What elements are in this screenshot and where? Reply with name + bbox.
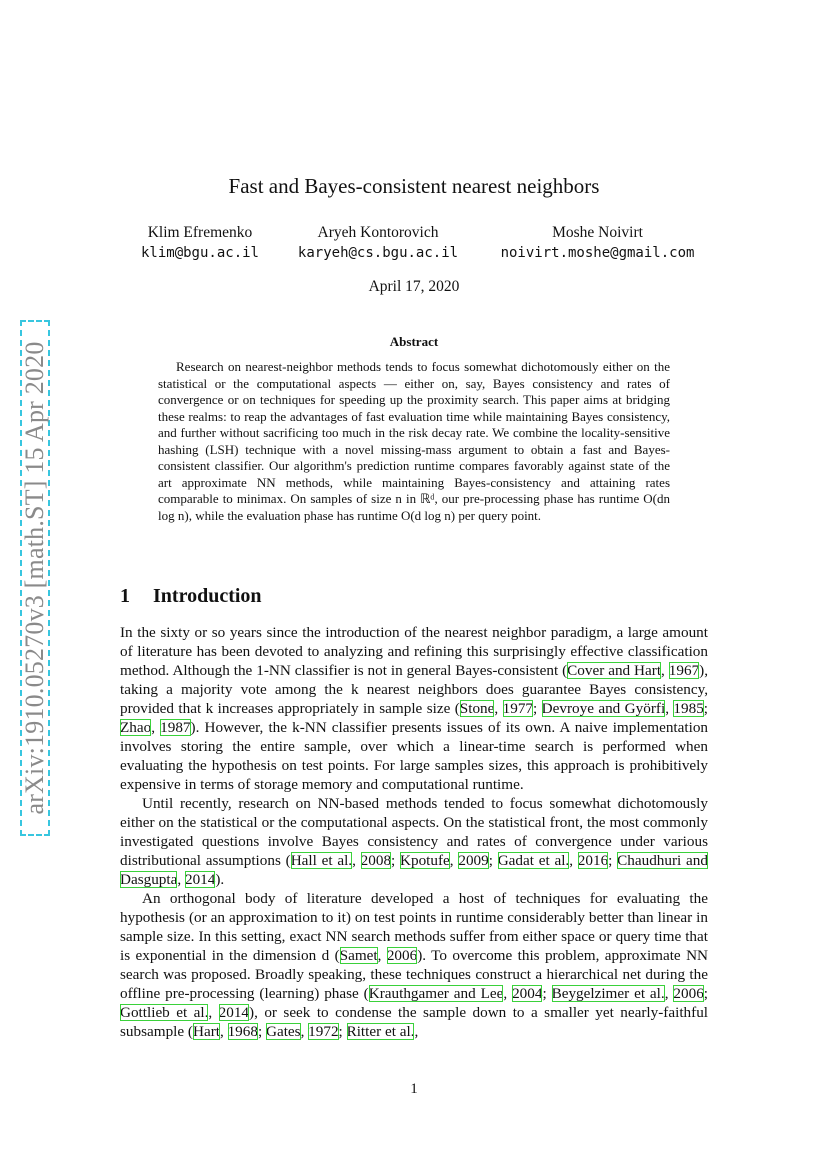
citation-link[interactable]: Krauthgamer and Lee	[368, 985, 504, 1002]
citation-link[interactable]: Hall et al.	[290, 852, 353, 869]
arxiv-stamp[interactable]	[20, 320, 54, 840]
paragraph-2: Until recently, research on NN-based methods tended to focus somewhat dichotomously either on the statistical or the computational aspects. On the statistical front, the most commonly investigated questions involve Bayes consistency and rates of convergence under various distributional assumptions (Hall et al., 2008; Kpotufe, 2009; Gadat et al., 2016; Chaudhuri and Dasgupta, 2014).	[120, 795, 708, 888]
citation-link[interactable]: 2014	[184, 871, 216, 888]
page-number: 1	[410, 1081, 418, 1097]
author-2	[288, 223, 468, 263]
abstract-text: Research on nearest-neighbor methods tends to focus somewhat dichotomously either on the statistical or the computational aspects — either on, say, Bayes consistency and rates of convergence or on techniques for speeding up the proximity search. This paper aims at bridging these realms: to reap the advantages of fast evaluation time while maintaining Bayes consistency, and further without sacrificing too much in the risk decay rate. We combine the locality-sensitive hashing (LSH) technique with a novel missing-mass argument to obtain a fast and Bayes-consistent classifier. Our algorithm's prediction runtime compares favorably against state of the art approximate NN methods, while maintaining Bayes-consistency and attaining rates comparable to minimax. On samples of size n in ℝᵈ, our pre-processing phase has runtime O(dn log n), while the evaluation phase has runtime O(d log n) per query point.	[158, 359, 670, 523]
citation-link[interactable]: Devroye and Györfi	[541, 700, 666, 717]
citation-link[interactable]: 1985	[673, 700, 704, 717]
citation-link[interactable]: Cover and Hart	[567, 662, 662, 679]
paragraph-3: An orthogonal body of literature developed a host of techniques for evaluating the hypothesis (or an approximation to it) on test points in runtime considerably better than linear in sample size. In this setting, exact NN search methods suffer from either space or query time that is exponential in the dimension d (Samet, 2006). To overcome this problem, approximate NN search was proposed. Broadly speaking, these techniques construct a hierarchical net during the offline pre-processing (learning) phase (Krauthgamer and Lee, 2004; Beygelzimer et al., 2006; Gottlieb et al., 2014), or seek to condense the sample down to a smaller yet nearly-faithful subsample (Hart, 1968; Gates, 1972; Ritter et al.,	[120, 890, 709, 1040]
citation-link[interactable]: 1977	[502, 700, 533, 717]
citation-link[interactable]: 2008	[360, 852, 392, 869]
abstract-heading: Abstract	[389, 334, 439, 349]
citation-link[interactable]: Hart	[192, 1023, 220, 1040]
citation-link[interactable]: Beygelzimer et al.	[551, 985, 665, 1002]
author-3	[485, 223, 710, 263]
citation-link[interactable]: Samet	[339, 947, 378, 964]
author-1	[120, 223, 280, 263]
citation-link[interactable]: 1987	[160, 719, 191, 736]
author-list	[120, 223, 710, 273]
citation-link[interactable]: Gadat et al.	[497, 852, 570, 869]
citation-link[interactable]: Ritter et al.	[346, 1023, 415, 1040]
citation-link[interactable]: 2014	[218, 1004, 250, 1021]
citation-link[interactable]: 2016	[577, 852, 609, 869]
paper-title: Fast and Bayes-consistent nearest neighbors	[228, 174, 600, 198]
citation-link[interactable]: Kpotufe	[400, 852, 450, 869]
paragraph-1: In the sixty or so years since the introduction of the nearest neighbor paradigm, a large amount of literature has been devoted to analyzing and refining this surprisingly effective classification method. Although the 1-NN classifier is not in general Bayes-consistent (Cover and Hart, 1967), taking a majority vote among the k nearest neighbors does guarantee Bayes consistency, provided that k increases appropriately in sample size (Stone, 1977; Devroye and Györfi, 1985; Zhao, 1987). However, the k-NN classifier presents issues of its own. A naive implementation involves storing the entire sample, over which a linear-time search is performed when evaluating the hypothesis on test points. For large samples sizes, this approach is prohibitively expensive in terms of storage memory and computational runtime.	[120, 624, 709, 793]
citation-link[interactable]: Zhao	[120, 719, 152, 736]
section-heading	[120, 585, 262, 608]
citation-link[interactable]: Gottlieb et al.	[120, 1004, 209, 1021]
citation-link[interactable]: 2006	[673, 985, 704, 1002]
author-email: noivirt.moshe@gmail.com	[500, 245, 695, 261]
citation-link[interactable]: Chaudhuri and Dasgupta	[120, 852, 708, 888]
citation-link[interactable]: 2009	[458, 852, 489, 869]
introduction-body	[120, 623, 708, 1041]
author-name: Aryeh Kontorovich	[317, 224, 439, 241]
citation-link[interactable]: 1968	[227, 1023, 258, 1040]
citation-link[interactable]: 2004	[512, 985, 543, 1002]
section-number: 1	[120, 585, 130, 607]
arxiv-id[interactable]: arXiv:1910.05270v3 [math.ST] 15 Apr 2020	[20, 341, 49, 815]
citation-link[interactable]: 1972	[308, 1023, 339, 1040]
section-title: Introduction	[153, 585, 262, 607]
citation-link[interactable]: 1967	[668, 662, 700, 679]
author-email: klim@bgu.ac.il	[140, 245, 259, 261]
publication-date: April 17, 2020	[368, 278, 460, 295]
citation-link[interactable]: Gates	[265, 1023, 301, 1040]
citation-link[interactable]: 2006	[386, 947, 418, 964]
author-name: Moshe Noivirt	[552, 224, 643, 241]
author-name: Klim Efremenko	[147, 224, 253, 241]
author-email: karyeh@cs.bgu.ac.il	[297, 245, 459, 261]
citation-link[interactable]: Stone	[459, 700, 495, 717]
